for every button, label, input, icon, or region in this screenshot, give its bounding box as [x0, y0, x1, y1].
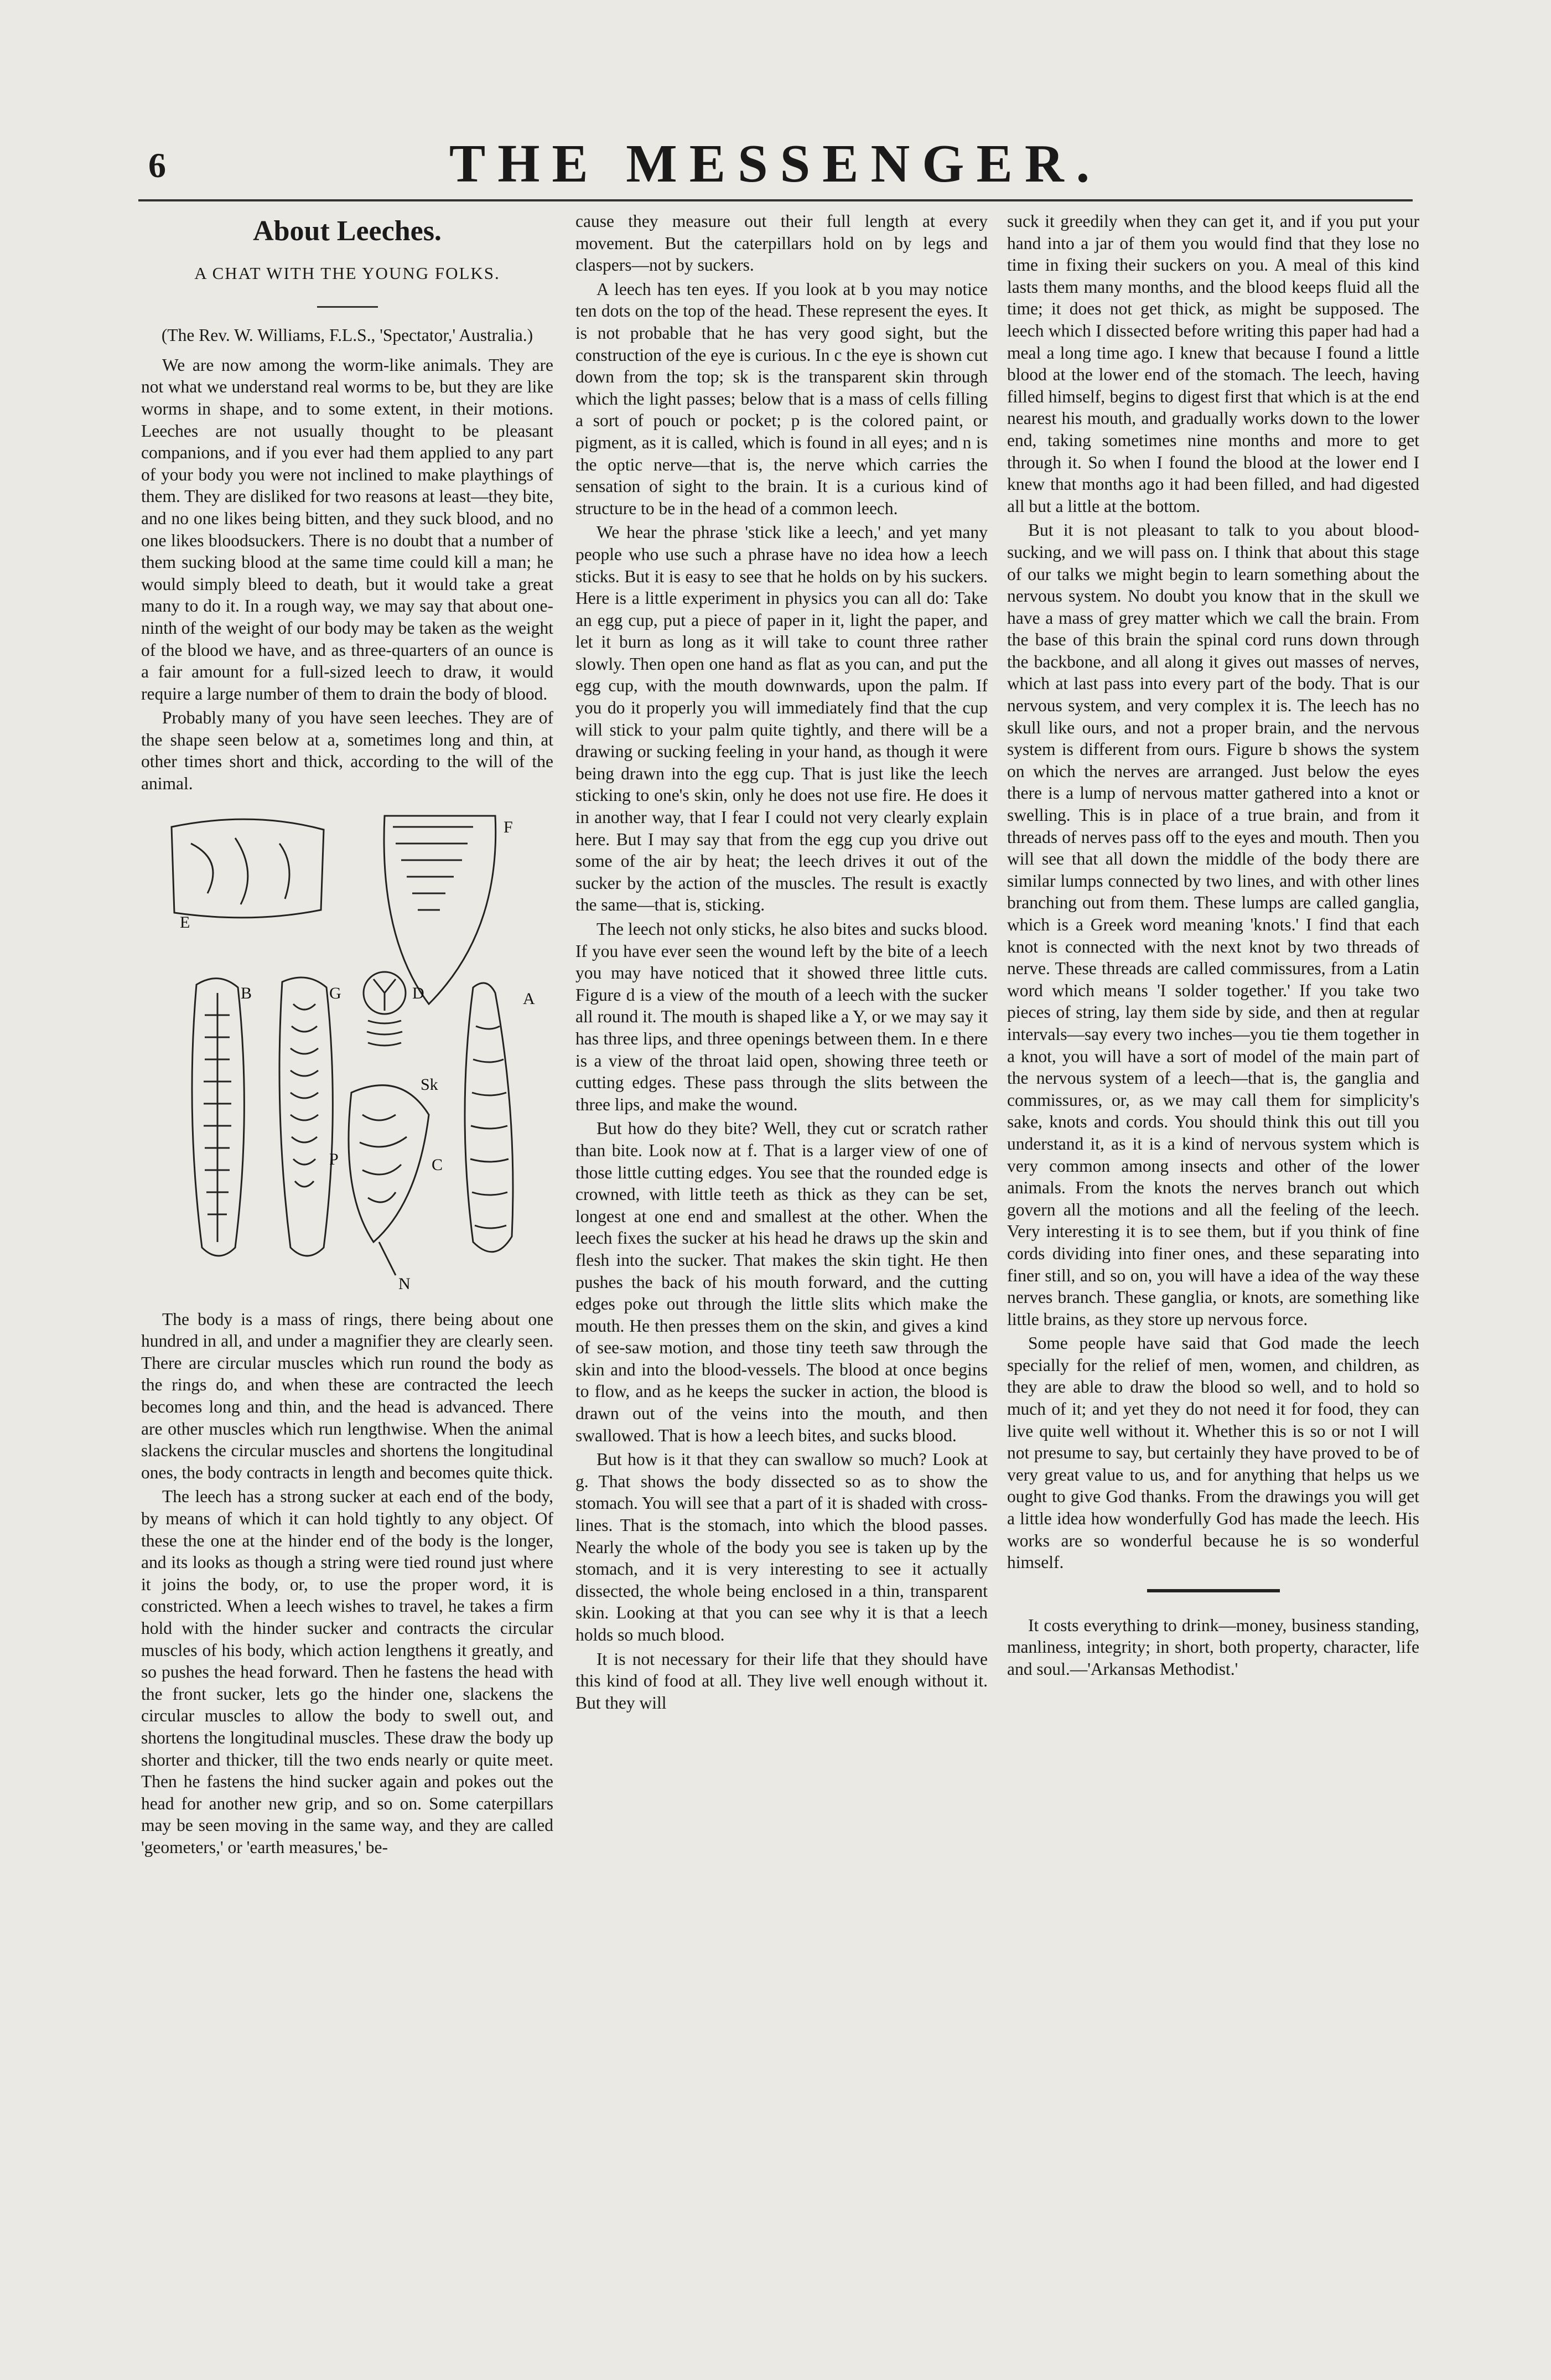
paragraph: We hear the phrase 'stick like a leech,' and yet many people who use such a phrase have no idea how a leech sticks. But it is easy to see that he holds on by his suckers. Here is a little experiment in physics you can all do: Take an egg cup, put a piece of paper in it, light the paper, and let it burn as long as it will take to count three rather slowly. Then open one hand as flat as you can, and put the egg cup, with the mouth downwards, upon the palm. If you do it properly you will immediately find that the cup will stick to your palm quite tightly, and there will be a drawing or sucking feeling in your hand, as though it were being drawn into the egg cup. That is just like the leech sticking to one's skin, only he does not use fire. He does it in another way, that I fear I could not very clearly explain here. But I may say that from the egg cup you drive out some of the air by heat; the leech drives it out of the sucker by the action of the muscles. The result is exactly the same—that is, sticking.	[575, 522, 988, 915]
article-subtitle: A CHAT WITH THE YOUNG FOLKS.	[194, 263, 500, 283]
paragraph: Some people have said that God made the leech specially for the relief of men, women, and children, as they are able to draw the blood so well, and to hold so much of it; and yet they do not need it for food, they can live quite well without it. Whether this is so or not I will not presume to say, but certainly they have proved to be of very great value to us, and for anything that helps us we ought to give God thanks. From the drawings you will get a little idea how wonderfully God has made the leech. His works are so wonderful because he is so wonderful himself.	[1007, 1333, 1419, 1572]
figure-label-f: F	[504, 818, 513, 836]
figure-a-drawing	[465, 983, 513, 1252]
figure-label-p: P	[329, 1150, 339, 1168]
figure-label-d: D	[412, 984, 424, 1002]
figure-label-n: N	[398, 1274, 411, 1293]
masthead: THE MESSENGER.	[449, 134, 1102, 194]
paragraph: Probably many of you have seen leeches. They are of the shape seen below at a, sometimes long and thin, at other times short and thick, according to the will of the animal.	[141, 708, 553, 794]
paragraph: But it is not pleasant to talk to you about blood-sucking, and we will pass on. I think that about this stage of our talks we might begin to learn something about the nervous system. No doubt you know that in the skull we have a mass of grey matter which we call the brain. From the base of this brain the spinal cord runs down through the backbone, and all along it gives out masses of nerves, which at last pass into every part of the body. That is our nervous system, and very complex it is. The leech has no skull like ours, and not a proper brain, and the nervous system is different from ours. Figure b shows the system on which the nerves are arranged. Just below the eyes there is a lump of nervous matter gathered into a knot or swelling. This is in place of a true brain, and from it threads of nerves pass off to the eyes and mouth. Then you will see that all down the middle of the body there are similar lumps connected by two lines, and with other lines branching out from them. These lumps are called ganglia, which is a Greek word meaning 'knots.' I find that each knot is connected with the next knot by two threads of nerve. These threads are called commissures, from a Latin word which means 'I solder together.' If you take two pieces of string, lay them side by side, and then at regular intervals—say every two inches—you tie them together in a knot, you will have a sort of model of the main part of the nervous system of a leech—that is, the ganglia and commissures, or, as we may call them for simplicity's sake, knots and cords. You should think this out till you understand it, as it is a kind of nervous system which is very common among insects and other of the lower animals. From the knots the nerves branch out which govern all the motions and all the feeling of the leech. Very interesting it is to see them, but if you think of fine cords dividing into finer ones, and these separating into finer still, and so on, you will have a idea of the way these nerves branch. These ganglia, or knots, are something like little brains, as they store up nervous force.	[1007, 520, 1419, 1329]
paragraph: But how do they bite? Well, they cut or scratch rather than bite. Look now at f. That is a larger view of one of those little cutting edges. You see that the rounded edge is crowned, with little teeth as thick as they can be set, longest at one end and smallest at the other. When the leech fixes the sucker at his head he draws up the skin and flesh into the sucker. That makes the skin tight. He then pushes the back of his mouth forward, and the cutting edges poke out through the little slits which make the mouth. He then presses them on the skin, and gives a kind of see-saw motion, and those tiny teeth saw through the skin and into the blood-vessels. The blood at once begins to flow, and as he keeps the sucker in action, the blood is drawn out of the veins into the mouth, and then swallowed. That is how a leech bites, and sucks blood.	[575, 1119, 988, 1445]
filler-quote: It costs everything to drink—money, business standing, manliness, integrity; in short, both property, character, life and soul.—'Arkansas Methodist.'	[1007, 1615, 1419, 1679]
figure-label-g: G	[329, 984, 341, 1002]
paragraph: The body is a mass of rings, there being about one hundred in all, and under a magnifier they are clearly seen. There are circular muscles which run round the body as the rings do, and when these are contracted the leech becomes long and thin, and the head is advanced. There are other muscles which run lengthwise. When the animal slackens the circular muscles and shortens the longitudinal ones, the body contracts in length and becomes quite thick.	[141, 1309, 553, 1482]
column-1	[141, 210, 553, 1861]
figure-label-b: B	[241, 984, 252, 1002]
paragraph: We are now among the worm-like animals. They are not what we understand real worms to be, but they are like worms in shape, and to some extent, in their motions. Leeches are not usually thought to be pleasant companions, and if you ever had them applied to any part of your body you were not inclined to make playthings of them. They are disliked for two reasons at least—they bite, and no one likes being bitten, and they suck blood, and no one likes bloodsuckers. There is no doubt that a number of them sucking blood at the same time could kill a man; he would simply bleed to death, but it would take a great many to do it. In a rough way, we may say that about one-ninth of the weight of our body may be taken as the weight of the blood we have, and as three-quarters of an ounce is a fair amount for a full-sized leech to draw, it would require a large number of them to drain the body of blood.	[141, 355, 553, 703]
figure-label-c: C	[432, 1155, 443, 1174]
column-2	[575, 210, 988, 1716]
paragraph: suck it greedily when they can get it, and if you put your hand into a jar of them you would find that they lose no time in fixing their suckers on you. A meal of this kind lasts them many months, and the blood keeps fluid all the time; it does not get thick, as might be supposed. The leech which I dissected before writing this paper had had a meal a long time ago. I knew that because I found a little blood at the lower end of the stomach. The leech, having filled himself, begins to digest first that which is at the end nearest his mouth, and gradually works down to the lower end, taking sometimes nine months and more to get through it. So when I found the blood at the lower end I knew that months ago it had been filled, and had digested all but a little at the bottom.	[1007, 211, 1419, 516]
leech-illustration	[141, 805, 553, 1297]
section-divider	[1147, 1589, 1280, 1592]
paragraph: It is not necessary for their life that they should have this kind of food at all. They live well enough without it. But they will	[575, 1649, 988, 1712]
paragraph: cause they measure out their full length at every movement. But the caterpillars hold on by legs and claspers—not by suckers.	[575, 211, 988, 275]
paragraph: But how is it that they can swallow so much? Look at g. That shows the body dissected so as to show the stomach. You will see that a part of it is shaded with cross-lines. That is the stomach, into which the blood passes. Nearly the whole of the body you see is taken up by the stomach, and it is very interesting to see it actually dissected, the whole being enclosed in a thin, transparent skin. Looking at that you can see why it is that a leech holds so much blood.	[575, 1450, 988, 1644]
figure-g-drawing	[279, 977, 333, 1256]
article-title: About Leeches.	[253, 215, 442, 247]
paragraph: The leech not only sticks, he also bites and sucks blood. If you have ever seen the wound left by the bite of a leech you may have noticed that it showed three little cuts. Figure d is a view of the mouth of a leech with the sucker all round it. The mouth is shaped like a Y, or we may say it has three lips, and three openings between them. In e there is a view of the throat laid open, showing three teeth or cutting edges. These pass through the slits between the three lips, and make the wound.	[575, 919, 988, 1114]
divider	[317, 306, 378, 308]
figure-label-e: E	[180, 913, 190, 932]
figure-c-drawing	[349, 1085, 429, 1241]
figure-label-a: A	[523, 989, 535, 1008]
byline: (The Rev. W. Williams, F.L.S., 'Spectator,' Australia.)	[161, 325, 533, 345]
figure-label-sk: Sk	[421, 1075, 438, 1094]
header-rule	[138, 199, 1413, 201]
page-number: 6	[148, 146, 166, 185]
paragraph: A leech has ten eyes. If you look at b you may notice ten dots on the top of the head. These represent the eyes. It is not probable that he has very good sight, but the construction of the eye is curious. In c the eye is shown cut down from the top; sk is the transparent skin through which the light passes; below that is a mass of cells filling a sort of pouch or pocket; p is the colored paint, or pigment, as it is called, which is found in all eyes; and n is the optic nerve—that is, the nerve which carries the sensation of sight to the brain. It is a curious kind of structure to be in the head of a common leech.	[575, 279, 988, 518]
column-3	[1007, 210, 1419, 1683]
paragraph: The leech has a strong sucker at each end of the body, by means of which it can hold tightly to any object. Of these the one at the hinder end of the body is the longer, and its looks as though a string were tied round just where it joins the body, or, to use the proper word, it is constricted. When a leech wishes to travel, he takes a firm hold with the hinder sucker and contracts the circular muscles of his body, which action lengthens it greatly, and so pushes the head forward. Then he fastens the head with the front sucker, lets go the hinder one, slackens the circular muscles to allow the body to swell out, and shortens the longitudinal muscles. These draw the body up shorter and thicker, till the two ends nearly or quite meet. Then he fastens the hind sucker again and pokes out the head for another new grip, and so on. Some caterpillars may be seen moving in the same way, and they are called 'geometers,' or 'earth measures,' be-	[141, 1487, 553, 1857]
